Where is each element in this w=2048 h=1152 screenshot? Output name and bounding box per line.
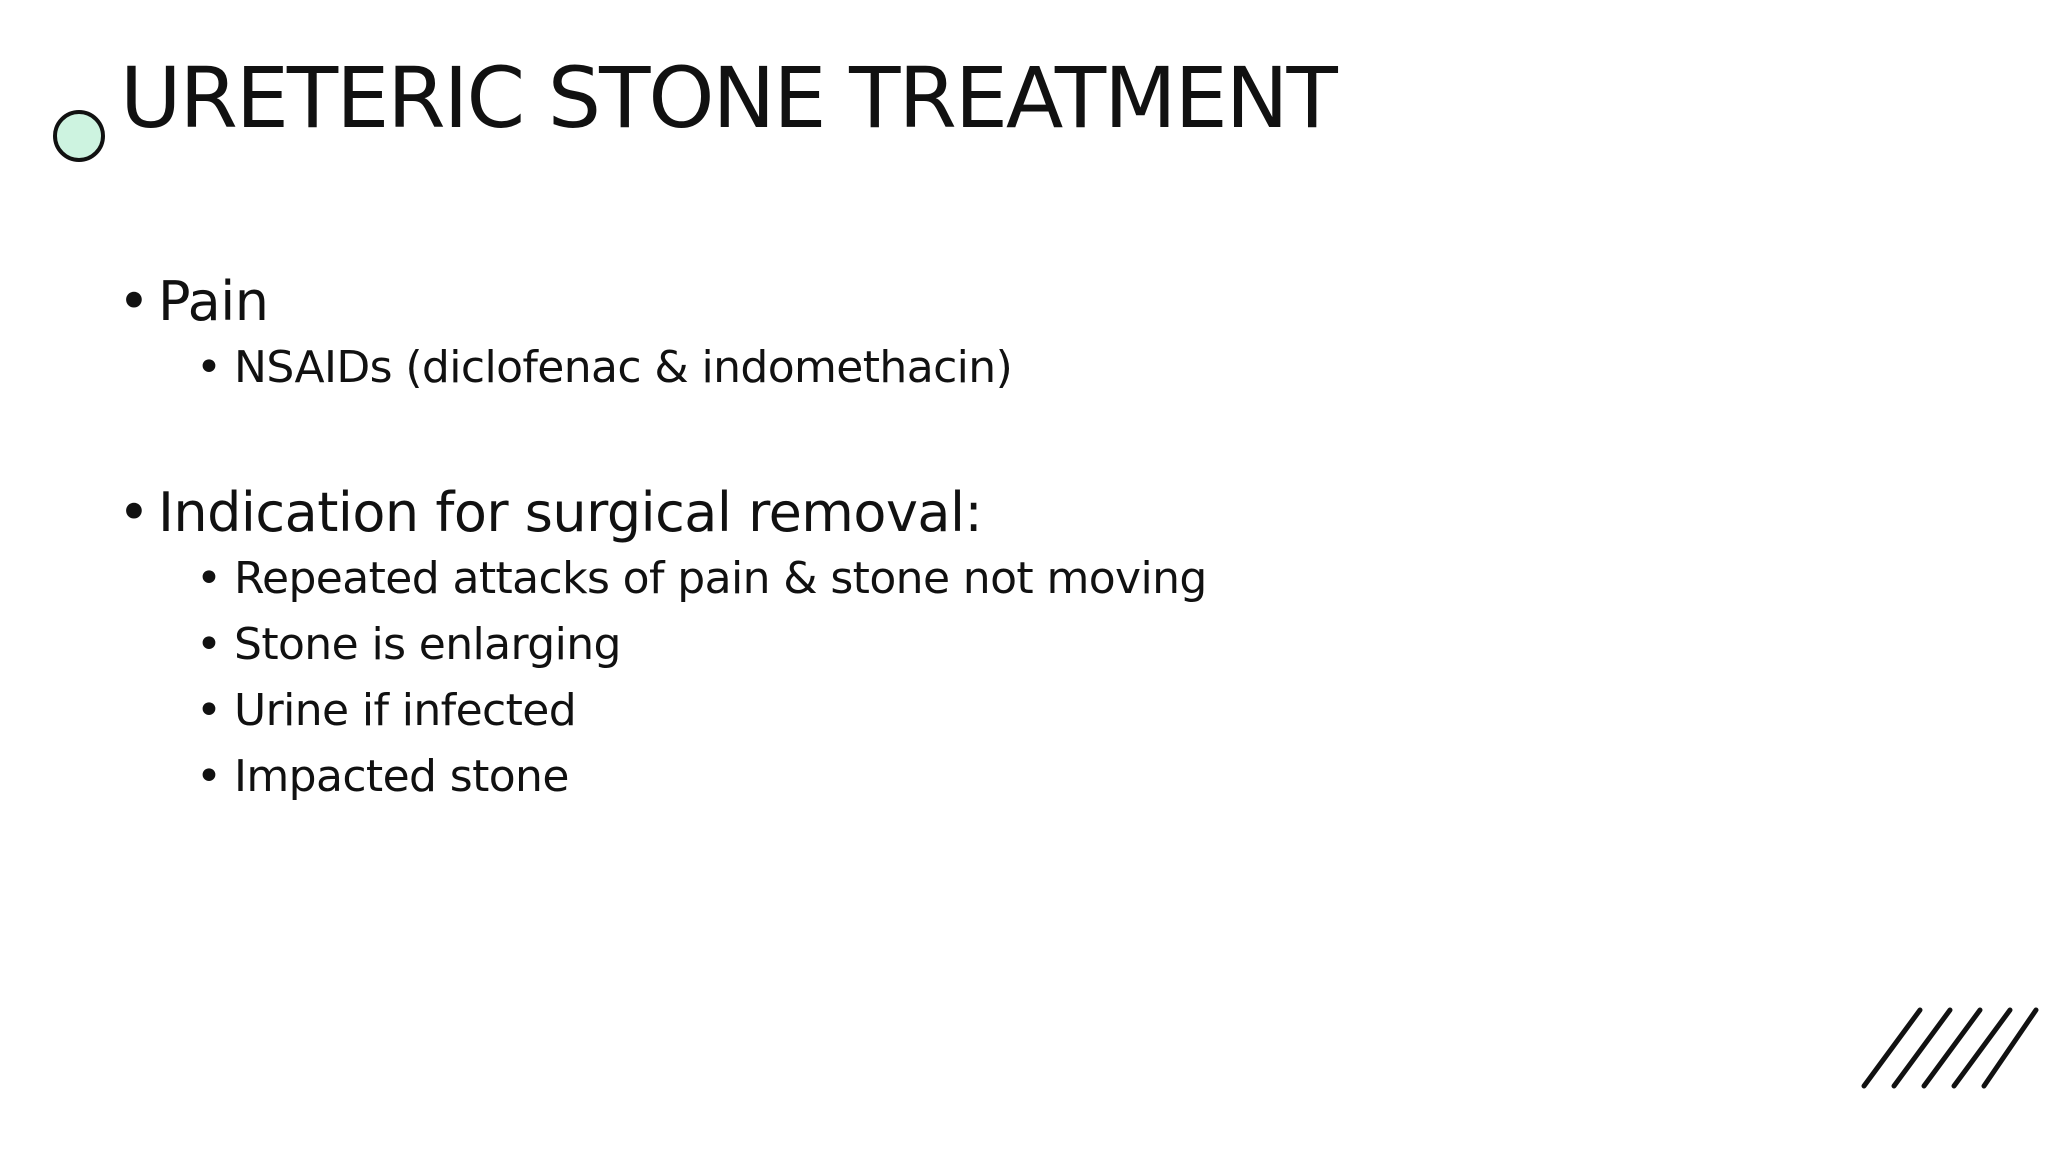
- sub-bullet-item: • Repeated attacks of pain & stone not moving: [196, 546, 1818, 612]
- bullet-heading: • Indication for surgical removal:: [118, 481, 1818, 546]
- sub-bullet-list: [118, 546, 1818, 810]
- sub-bullet-item: • Impacted stone: [196, 744, 1818, 810]
- diagonal-hatch-icon: [1850, 1000, 2040, 1090]
- sub-bullet-item: • Urine if infected: [196, 678, 1818, 744]
- slide-content: [118, 270, 1818, 810]
- section-pain: [118, 270, 1818, 401]
- sub-bullet-item: • NSAIDs (diclofenac & indomethacin): [196, 335, 1818, 401]
- sub-bullet-list: [118, 335, 1818, 401]
- bullet-heading: • Pain: [118, 270, 1818, 335]
- section-surgical-removal: [118, 481, 1818, 810]
- circle-icon: [53, 110, 105, 162]
- slide-title: URETERIC STONE TREATMENT: [120, 49, 1336, 147]
- sub-bullet-item: • Stone is enlarging: [196, 612, 1818, 678]
